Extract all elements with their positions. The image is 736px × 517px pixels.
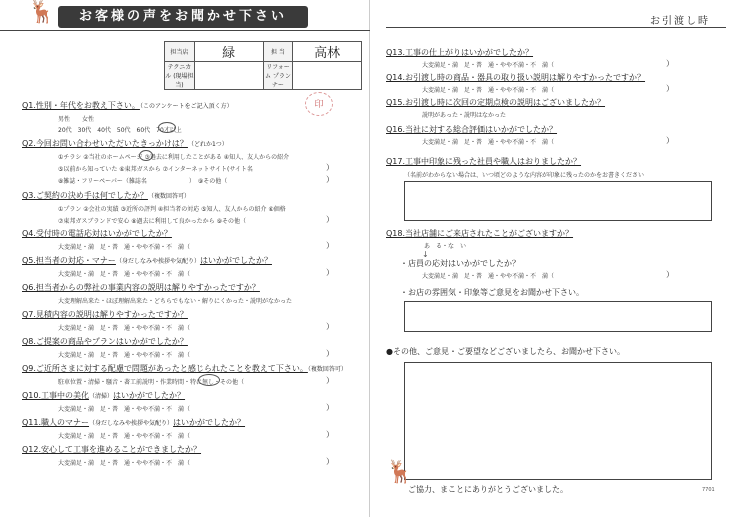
- q2-close-paren-2: ）: [326, 175, 334, 184]
- q2-options-row3[interactable]: ⑧雑誌・フリーペーパー（雑誌名 ） ⑨その他（: [58, 178, 228, 185]
- q6-options[interactable]: 大変理解出来た・ほぼ理解出来た・どちらでもない・解りにくかった・説明がなかった: [58, 298, 292, 305]
- question-14: Q14.お引渡し時の商品・器具の取り扱い説明は解りやすかったですか？: [386, 73, 646, 82]
- question-5: Q5.担当者の対応・マナー（身だしなみや挨拶や気配り）はいかがでしたか？: [22, 256, 272, 265]
- store-atmosphere-box[interactable]: [404, 301, 712, 332]
- seal-stamp: 印: [305, 92, 333, 116]
- q16-options[interactable]: 大変満足・満 足・普 通・やや不満・不 満（: [422, 139, 555, 146]
- q16-close-paren: ）: [666, 136, 674, 145]
- question-8: Q8.ご提案の商品やプランはいかがでしたか？: [22, 337, 188, 346]
- staff-tech-label: テクニカル (現場担当): [165, 62, 195, 90]
- question-15: Q15.お引渡し時に次回の定期点検の説明はございましたか？: [386, 98, 606, 107]
- q2-options-row2[interactable]: ⑤以前から知っていた ⑥東邦ガスから ⑦インターネットサイト(サイト名: [58, 166, 253, 173]
- thanks-message: ご協力、まことにありがとうございました。: [408, 485, 568, 494]
- question-13: Q13.工事の仕上がりはいかがでしたか？: [386, 48, 534, 57]
- q18-options[interactable]: あ る・な い: [424, 243, 467, 250]
- answer-circle: [139, 150, 153, 161]
- q11-options[interactable]: 大変満足・満 足・普 通・やや不満・不 満（: [58, 433, 191, 440]
- store-staff-options[interactable]: 大変満足・満 足・普 通・やや不満・不 満（: [422, 273, 555, 280]
- q13-close-paren: ）: [666, 59, 674, 68]
- q9-options[interactable]: 駐車位置・清掃・騒音・著工前説明・作業時間・特に無し・その他（: [58, 379, 245, 386]
- q14-close-paren: ）: [666, 84, 674, 93]
- q11-close-paren: ）: [326, 430, 334, 439]
- staff-tech-value[interactable]: [194, 62, 263, 90]
- q17-answer-box[interactable]: [404, 181, 712, 221]
- question-12: Q12.安心して工事を進めることができましたか？: [22, 445, 202, 454]
- header-divider: [0, 30, 370, 31]
- q12-options[interactable]: 大変満足・満 足・普 通・やや不満・不 満（: [58, 460, 191, 467]
- question-9: Q9.ご近所さまに対する配慮で問題があったと感じられたことを教えて下さい。（複数回答可）: [22, 364, 347, 373]
- q5-close-paren: ）: [326, 268, 334, 277]
- q3-close-paren: ）: [326, 215, 334, 224]
- staff-owner-value[interactable]: 高林: [293, 42, 362, 62]
- right-page: [370, 0, 736, 517]
- q13-options[interactable]: 大変満足・満 足・普 通・やや不満・不 満（: [422, 62, 555, 69]
- question-10: Q10.工事中の美化（清掃）はいかがでしたか？: [22, 391, 186, 400]
- q8-close-paren: ）: [326, 349, 334, 358]
- q8-options[interactable]: 大変満足・満 足・普 通・やや不満・不 満（: [58, 352, 191, 359]
- q4-options[interactable]: 大変満足・満 足・普 通・やや不満・不 満（: [58, 244, 191, 251]
- staff-sales-value[interactable]: 緑: [194, 42, 263, 62]
- answer-circle: [198, 374, 220, 386]
- q1-age-options[interactable]: 20代 30代 40代 50代 60代 70才以上: [58, 127, 182, 134]
- arrow-down-icon: ↓: [422, 250, 429, 259]
- staff-owner-label: 担 当: [263, 42, 293, 62]
- header-divider: [386, 27, 726, 28]
- q9-close-paren: ）: [326, 376, 334, 385]
- deer-logo-icon: 🦌: [28, 0, 56, 25]
- free-comment-box[interactable]: [404, 362, 712, 480]
- q10-options[interactable]: 大変満足・満 足・普 通・やや不満・不 満（: [58, 406, 191, 413]
- q4-close-paren: ）: [326, 241, 334, 250]
- question-18: Q18.当社店舗にご来店されたことがございますか？: [386, 229, 574, 238]
- form-code: 7701: [702, 487, 715, 493]
- q5-options[interactable]: 大変満足・満 足・普 通・やや不満・不 満（: [58, 271, 191, 278]
- store-staff-question: ・店員の応対はいかがでしたか？: [400, 259, 520, 268]
- question-11: Q11.職人のマナー（身だしなみや挨拶や気配り）はいかがでしたか？: [22, 418, 246, 427]
- question-6: Q6.担当者からの弊社の事業内容の説明は解りやすかったですか？: [22, 283, 260, 292]
- q14-options[interactable]: 大変満足・満 足・普 通・やや不満・不 満（: [422, 87, 555, 94]
- q3-options-row1[interactable]: ①プラン ②会社の実績 ③近所の評判 ④担当者の対応 ⑤知人、友人からの紹介 ⑥価格: [58, 206, 286, 213]
- answer-circle: [158, 122, 176, 133]
- staff-table: [164, 41, 362, 90]
- q17-note: （名前がわからない場合は、いつ頃どのような内容が印象に残ったのかをお書きください: [404, 172, 645, 179]
- q3-options-row2[interactable]: ⑦東邦ガスブランドで安心 ⑧過去に利用して良かったから ⑨その他（: [58, 218, 246, 225]
- question-4: Q4.受付時の電話応対はいかがでしたか？: [22, 229, 172, 238]
- question-7: Q7.見積内容の説明は解りやすかったですか？: [22, 310, 188, 319]
- store-atmosphere-question: ・お店の雰囲気・印象等ご意見をお聞かせ下さい。: [400, 288, 584, 297]
- question-17: Q17.工事中印象に残った社員や職人はおりましたか？: [386, 157, 582, 166]
- page-title: お客様の声をお聞かせ下さい: [58, 6, 308, 28]
- staff-reform-value[interactable]: [293, 62, 362, 90]
- q12-close-paren: ）: [326, 457, 334, 466]
- question-3: Q3.ご契約の決め手は何でしたか？（複数回答可）: [22, 191, 190, 200]
- free-comment-heading: ●その他、ご意見・ご要望などございましたら、お聞かせ下さい。: [386, 347, 625, 356]
- section-header: お引渡し時: [650, 16, 710, 27]
- store-staff-close-paren: ）: [666, 270, 674, 279]
- question-16: Q16.当社に対する総合評価はいかがでしたか？: [386, 125, 558, 134]
- question-1: Q1.性別・年代をお教え下さい。（このアンケートをご記入頂く方）: [22, 101, 233, 110]
- staff-sales-label: 担当店: [165, 42, 195, 62]
- q10-close-paren: ）: [326, 403, 334, 412]
- deer-logo-icon: 🦌: [386, 460, 414, 485]
- q7-close-paren: ）: [326, 322, 334, 331]
- q2-close-paren: ）: [326, 163, 334, 172]
- q2-options-row1[interactable]: ①チラシ ②当社のホームページ ③過去に利用したことがある ④知人、友人からの紹介: [58, 154, 290, 161]
- q15-options[interactable]: 説明があった・説明はなかった: [422, 112, 506, 119]
- q1-gender-options[interactable]: 男性 女性: [58, 116, 95, 123]
- q7-options[interactable]: 大変満足・満 足・普 通・やや不満・不 満（: [58, 325, 191, 332]
- question-2: Q2.今回お問い合わせいただいたきっかけは？（どれか1つ）: [22, 139, 228, 148]
- staff-reform-label: リフォーム プランナー: [263, 62, 293, 90]
